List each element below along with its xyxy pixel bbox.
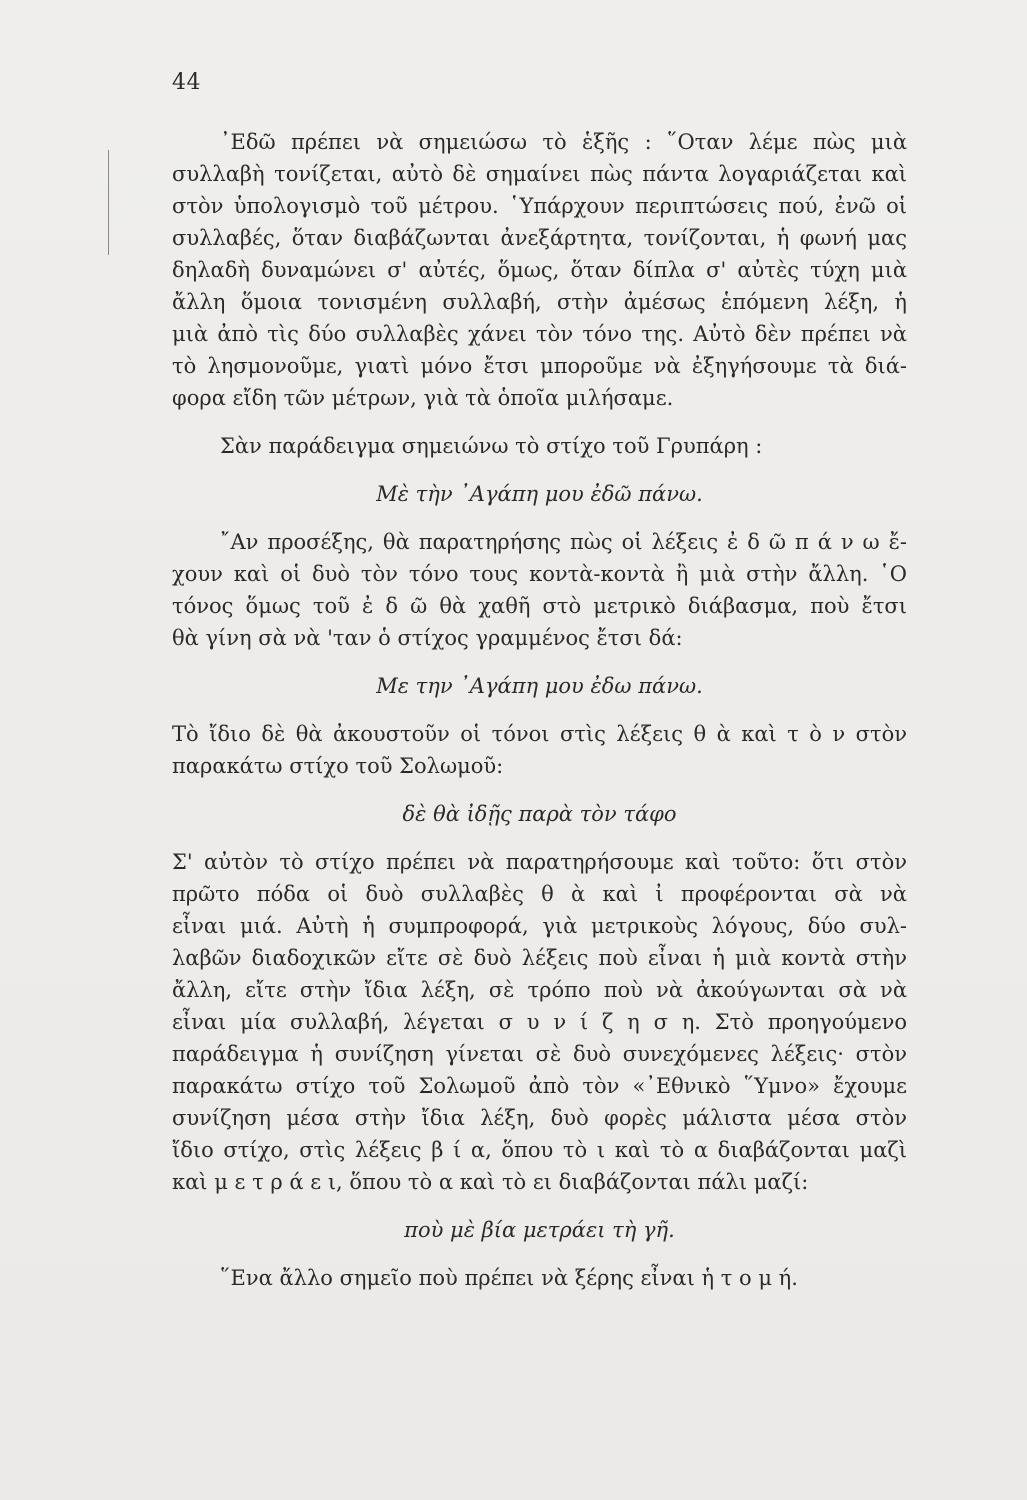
text-line: ἄλλη ὅμοια τονισμένη συλλαβή, στὴν ἀμέσως ἑπόμενη λέξη, ἡ <box>172 290 907 314</box>
text-line: συλλαβές, ὅταν διαβάζωνται ἀνεξάρτητα, τονίζονται, ἡ φωνή μας <box>172 226 907 250</box>
paragraph-6 <box>172 1262 907 1294</box>
text-line: Σὰν παράδειγμα σημειώνω τὸ στίχο τοῦ Γρυπάρη : <box>220 434 763 458</box>
text-line: φορα εἴδη τῶν μέτρων, γιὰ τὰ ὁποῖα μιλήσαμε. <box>172 386 674 410</box>
text-line: χουν καὶ οἱ δυὸ τὸν τόνο τους κοντὰ-κοντὰ ἢ μιὰ στὴν ἄλλη. ῾Ο <box>172 562 907 586</box>
text-line: ἄλλη, εἴτε στὴν ἴδια λέξη, σὲ τρόπο ποὺ νὰ ἀκούγωνται σὰ νὰ <box>172 978 907 1002</box>
text-line: μιὰ ἀπὸ τὶς δύο συλλαβὲς χάνει τὸν τόνο της. Αὐτὸ δὲν πρέπει νὰ <box>172 322 907 346</box>
text-line: συλλαβὴ τονίζεται, αὐτὸ δὲ σημαίνει πὼς πάντα λογαριάζεται καὶ <box>172 162 907 186</box>
text-line: παράδειγμα ἡ συνίζηση γίνεται σὲ δυὸ συνεχόμενες λέξεις· στὸν <box>172 1042 907 1066</box>
paragraph-2 <box>172 430 907 462</box>
margin-mark <box>108 150 109 255</box>
text-line: στὸν ὑπολογισμὸ τοῦ μέτρου. ῾Υπάρχουν περιπτώσεις πού, ἐνῶ οἱ <box>172 194 907 218</box>
text-line: εἶναι μία συλλαβή, λέγεται σ υ ν ί ζ η σ η. Στὸ προηγούμενο <box>172 1010 907 1034</box>
text-line: ῎Αν προσέξης, θὰ παρατηρήσης πὼς οἱ λέξεις ἐ δ ῶ π ά ν ω ἔ- <box>220 530 907 554</box>
paragraph-3 <box>172 526 907 654</box>
text-line: λαβῶν διαδοχικῶν εἴτε σὲ δυὸ λέξεις ποὺ εἶναι ἡ μιὰ κοντὰ στὴν <box>172 946 907 970</box>
verse-example-3: δὲ θὰ ἰδῇς παρὰ τὸν τάφο <box>402 802 677 826</box>
verse-example-1: Μὲ τὴν ᾿Αγάπη μου ἐδῶ πάνω. <box>376 482 703 506</box>
paragraph-5 <box>172 846 907 1198</box>
text-line: παρακάτω στίχο τοῦ Σολωμοῦ: <box>172 754 504 778</box>
verse-example-2: Με την ᾿Αγάπη μου ἐδω πάνω. <box>376 674 703 698</box>
paragraph-1 <box>172 126 907 414</box>
text-line: πρῶτο πόδα οἱ δυὸ συλλαβὲς θ ὰ καὶ ἰ προφέρονται σὰ νὰ <box>172 882 907 906</box>
text-line: δηλαδὴ δυναμώνει σ' αὐτές, ὅμως, ὅταν δίπλα σ' αὐτὲς τύχη μιὰ <box>172 258 907 282</box>
paragraph-4 <box>172 718 907 782</box>
text-line: τὸ λησμονοῦμε, γιατὶ μόνο ἔτσι μποροῦμε νὰ ἐξηγήσουμε τὰ διά- <box>172 354 907 378</box>
text-line: ἴδιο στίχο, στὶς λέξεις β ί α, ὅπου τὸ ι καὶ τὸ α διαβάζονται μαζὶ <box>172 1138 907 1162</box>
page-number: 44 <box>172 70 201 95</box>
text-line: ῞Ενα ἄλλο σημεῖο ποὺ πρέπει νὰ ξέρης εἶναι ἡ τ ο μ ή. <box>220 1266 798 1290</box>
text-line: Σ' αὐτὸν τὸ στίχο πρέπει νὰ παρατηρήσουμε καὶ τοῦτο: ὅτι στὸν <box>172 850 907 874</box>
text-line: Τὸ ἴδιο δὲ θὰ ἀκουστοῦν οἱ τόνοι στὶς λέξεις θ ὰ καὶ τ ὸ ν στὸν <box>172 722 907 746</box>
text-line: εἶναι μιά. Αὐτὴ ἡ συμπροφορά, γιὰ μετρικοὺς λόγους, δύο συλ- <box>172 914 907 938</box>
text-line: καὶ μ ε τ ρ ά ε ι, ὅπου τὸ α καὶ τὸ ει διαβάζονται πάλι μαζί: <box>172 1170 809 1194</box>
text-line: ᾿Εδῶ πρέπει νὰ σημειώσω τὸ ἑξῆς : ῞Οταν λέμε πὼς μιὰ <box>220 130 907 154</box>
text-line: θὰ γίνη σὰ νὰ 'ταν ὁ στίχος γραμμένος ἔτσι δά: <box>172 626 683 650</box>
page-content <box>172 126 907 1310</box>
text-line: τόνος ὅμως τοῦ ἐ δ ῶ θὰ χαθῆ στὸ μετρικὸ διάβασμα, ποὺ ἔτσι <box>172 594 907 618</box>
text-line: παρακάτω στίχο τοῦ Σολωμοῦ ἀπὸ τὸν «᾿Εθνικὸ ῞Υμνο» ἔχουμε <box>172 1074 907 1098</box>
verse-example-4: ποὺ μὲ βία μετράει τὴ γῆ. <box>404 1218 675 1242</box>
text-line: συνίζηση μέσα στὴν ἴδια λέξη, δυὸ φορὲς μάλιστα μέσα στὸν <box>172 1106 907 1130</box>
